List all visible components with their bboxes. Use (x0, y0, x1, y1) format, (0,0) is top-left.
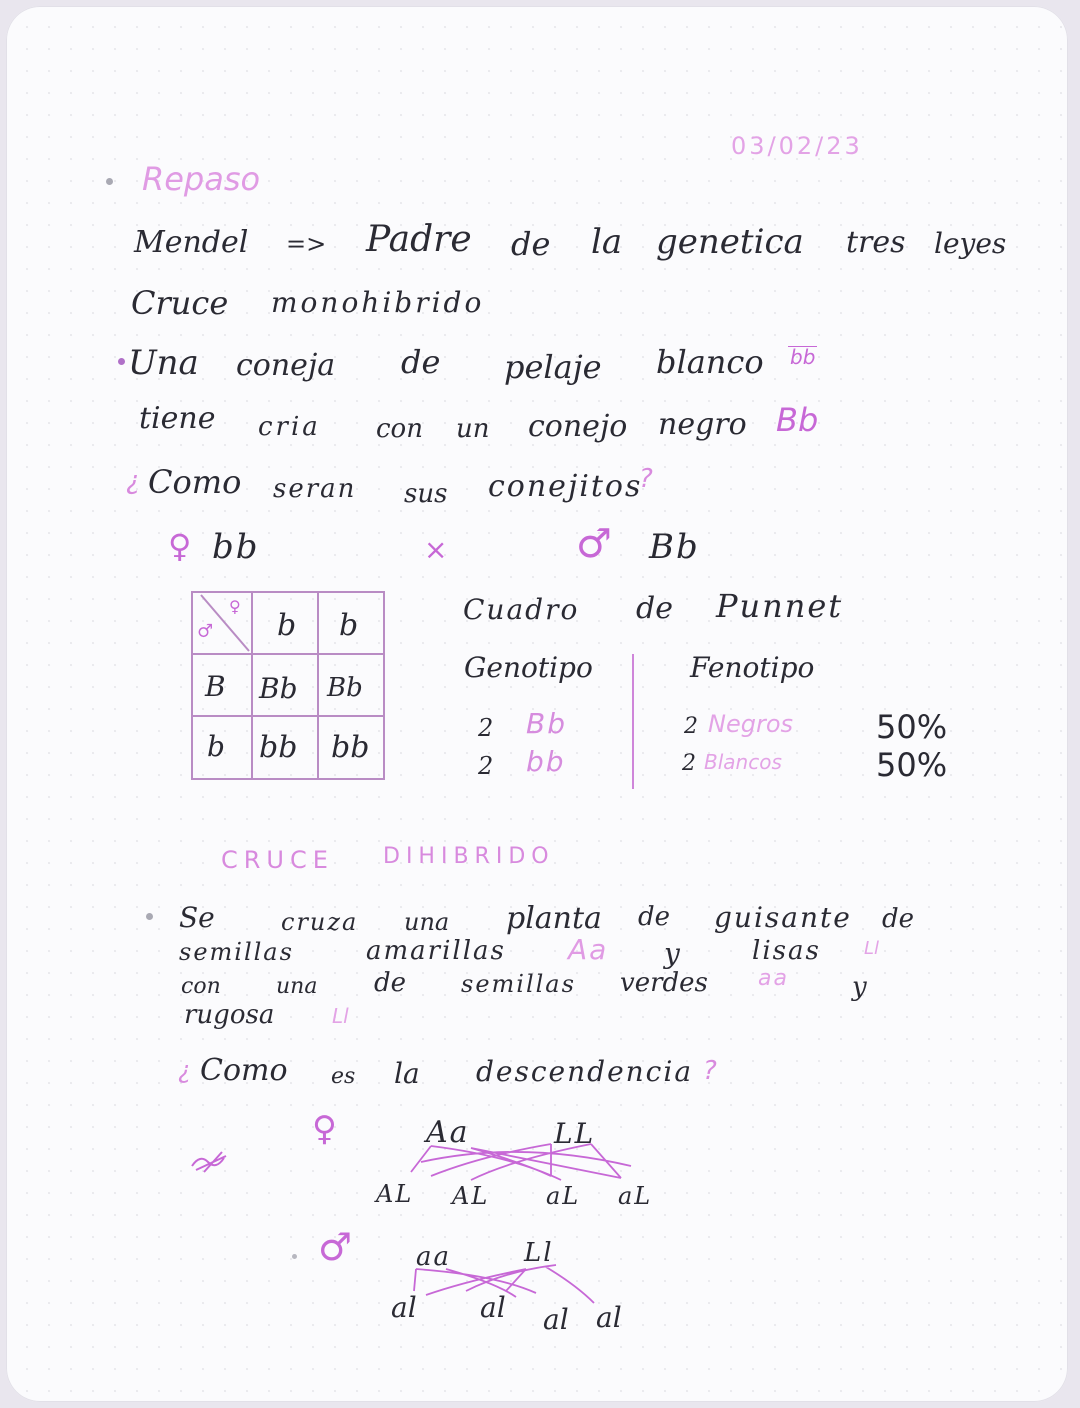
fenotipo-label: Fenotipo (690, 651, 815, 684)
female-genotype-LL: LL (554, 1117, 596, 1150)
p2-genotype-Ll-1: Ll (864, 938, 880, 959)
word-monohibrido: monohibrido (271, 286, 485, 319)
male-gamete-1: al (391, 1291, 417, 1324)
male-gamete-3: al (543, 1303, 569, 1336)
genotipo-label: Genotipo (464, 651, 593, 684)
word-coneja: coneja (236, 348, 336, 383)
q2-word-como: Como (200, 1053, 288, 1088)
scribble-mark (186, 1146, 236, 1176)
section-title-cruce: CRUCE (221, 846, 334, 874)
p2-word-de: de (638, 902, 671, 932)
word-tres: tres (846, 225, 906, 260)
punnett-corner-female: ♀ (229, 597, 241, 616)
p2-word-semillas: semillas (179, 938, 294, 966)
punnett-row-2-head: b (207, 730, 225, 763)
word-de: de (511, 225, 551, 263)
punnett-title-cuadro: Cuadro (463, 593, 580, 626)
female-genotype-1: bb (212, 527, 260, 567)
female-genotype-Aa: Aa (426, 1115, 470, 1150)
fenotipo-count-1: 2 (684, 714, 698, 739)
q2-word-la: la (394, 1057, 420, 1090)
p2-word-cruza: cruza (281, 908, 359, 936)
punnett-row-2-cell-2: bb (331, 730, 370, 765)
fenotipo-count-2: 2 (682, 751, 696, 776)
female-gamete-lines (401, 1136, 641, 1186)
word-como: Como (148, 463, 242, 501)
word-con: con (376, 414, 423, 444)
p2-word-verdes: verdes (620, 968, 708, 998)
bullet-problem-1 (118, 358, 125, 365)
word-de-2: de (401, 343, 441, 381)
male-gamete-lines (406, 1261, 606, 1311)
female-symbol-1: ♀ (168, 527, 192, 565)
section-title-repaso: Repaso (142, 160, 261, 198)
punnett-title-punnet: Punnet (716, 587, 844, 625)
word-sus: sus (404, 479, 448, 509)
word-un: un (456, 414, 490, 444)
punnett-col-1: b (277, 608, 297, 643)
p2-word-de-2: de (882, 904, 915, 934)
punnett-row-1-cell-2: Bb (327, 673, 363, 703)
punnett-row-1-head: B (205, 670, 226, 703)
question-mark-open: ¿ (126, 466, 140, 496)
word-conejitos: conejitos (488, 469, 643, 504)
male-genotype-1: Bb (649, 527, 700, 567)
p2-word-rugosa: rugosa (184, 1000, 275, 1030)
p2-word-amarillas: amarillas (366, 936, 506, 966)
fenotipo-value-1: Negros (708, 710, 794, 738)
p2-word-con: con (181, 974, 221, 999)
female-gamete-1: AL (376, 1180, 414, 1208)
punnett-row-1-cell-1: Bb (259, 672, 298, 705)
word-cruce: Cruce (131, 284, 229, 322)
male-symbol-2: ♂ (318, 1225, 353, 1269)
word-padre: Padre (366, 219, 472, 260)
punnett-row-2-cell-1: bb (259, 730, 298, 765)
p2-word-planta: planta (506, 901, 602, 936)
punnett-square (191, 591, 385, 780)
p2-genotype-Ll-2: Ll (332, 1004, 349, 1028)
female-gamete-2: AL (452, 1182, 490, 1210)
fenotipo-pct-2: 50% (876, 746, 948, 784)
word-blanco: blanco (656, 343, 764, 381)
p2-word-lisas: lisas (752, 936, 821, 966)
p2-word-una-2: una (276, 974, 318, 999)
cross-times: × (424, 533, 448, 566)
female-symbol-2: ♀ (312, 1109, 337, 1149)
word-pelaje: pelaje (504, 348, 602, 386)
bullet-male (292, 1254, 297, 1259)
p2-word-se: Se (179, 901, 215, 934)
male-genotype-Ll: Ll (524, 1238, 554, 1268)
genotipo-count-1: 2 (478, 714, 494, 742)
p2-word-y-2: y (852, 972, 867, 1002)
p2-word-de-3: de (374, 968, 407, 998)
male-genotype-aa: aa (416, 1242, 452, 1272)
punnett-col-2: b (339, 608, 359, 643)
word-cria: cria (258, 412, 321, 442)
punnett-corner-male: ♂ (197, 621, 214, 642)
word-genetica: genetica (656, 222, 804, 262)
male-gamete-2: al (480, 1291, 506, 1324)
p2-genotype-Aa: Aa (568, 933, 609, 966)
q2-word-descendencia: descendencia (476, 1055, 694, 1088)
p2-word-semillas-2: semillas (461, 970, 576, 998)
genotipo-value-1: Bb (526, 707, 567, 740)
word-la: la (591, 222, 623, 262)
word-tiene: tiene (139, 401, 216, 436)
q2-mark-open: ¿ (178, 1056, 191, 1084)
genotipo-count-2: 2 (478, 752, 494, 780)
male-symbol-1: ♂ (576, 521, 612, 567)
p2-word-una: una (404, 908, 450, 936)
bullet-problem-2 (146, 913, 153, 920)
genotipo-value-2: bb (526, 745, 566, 778)
female-gamete-4: aL (618, 1182, 653, 1210)
female-gamete-3: aL (546, 1182, 581, 1210)
bullet-repaso (106, 178, 113, 185)
p2-word-guisante: guisante (714, 901, 852, 934)
punnett-title-de: de (636, 591, 673, 626)
genotipo-fenotipo-divider (632, 654, 634, 789)
p2-word-y: y (664, 937, 680, 970)
word-negro: negro (658, 407, 747, 442)
p2-genotype-aa: aa (758, 966, 789, 991)
fenotipo-pct-1: 50% (876, 708, 948, 746)
word-seran: seran (273, 474, 357, 504)
word-conejo: conejo (528, 409, 628, 444)
word-leyes: leyes (934, 227, 1007, 260)
date: 03/02/23 (731, 132, 863, 160)
genotype-bb: bb (790, 345, 816, 369)
arrow: => (286, 230, 327, 258)
genotype-Bb: Bb (776, 401, 819, 439)
word-mendel: Mendel (134, 225, 249, 260)
section-title-dihibrido: DIHIBRIDO (383, 844, 555, 869)
male-gamete-4: al (596, 1301, 622, 1334)
question-mark-close: ? (639, 464, 653, 494)
word-una: Una (128, 343, 199, 383)
notebook-page (6, 6, 1068, 1402)
q2-mark-close: ? (703, 1056, 717, 1086)
q2-word-es: es (331, 1064, 356, 1089)
fenotipo-value-2: Blancos (704, 750, 782, 774)
